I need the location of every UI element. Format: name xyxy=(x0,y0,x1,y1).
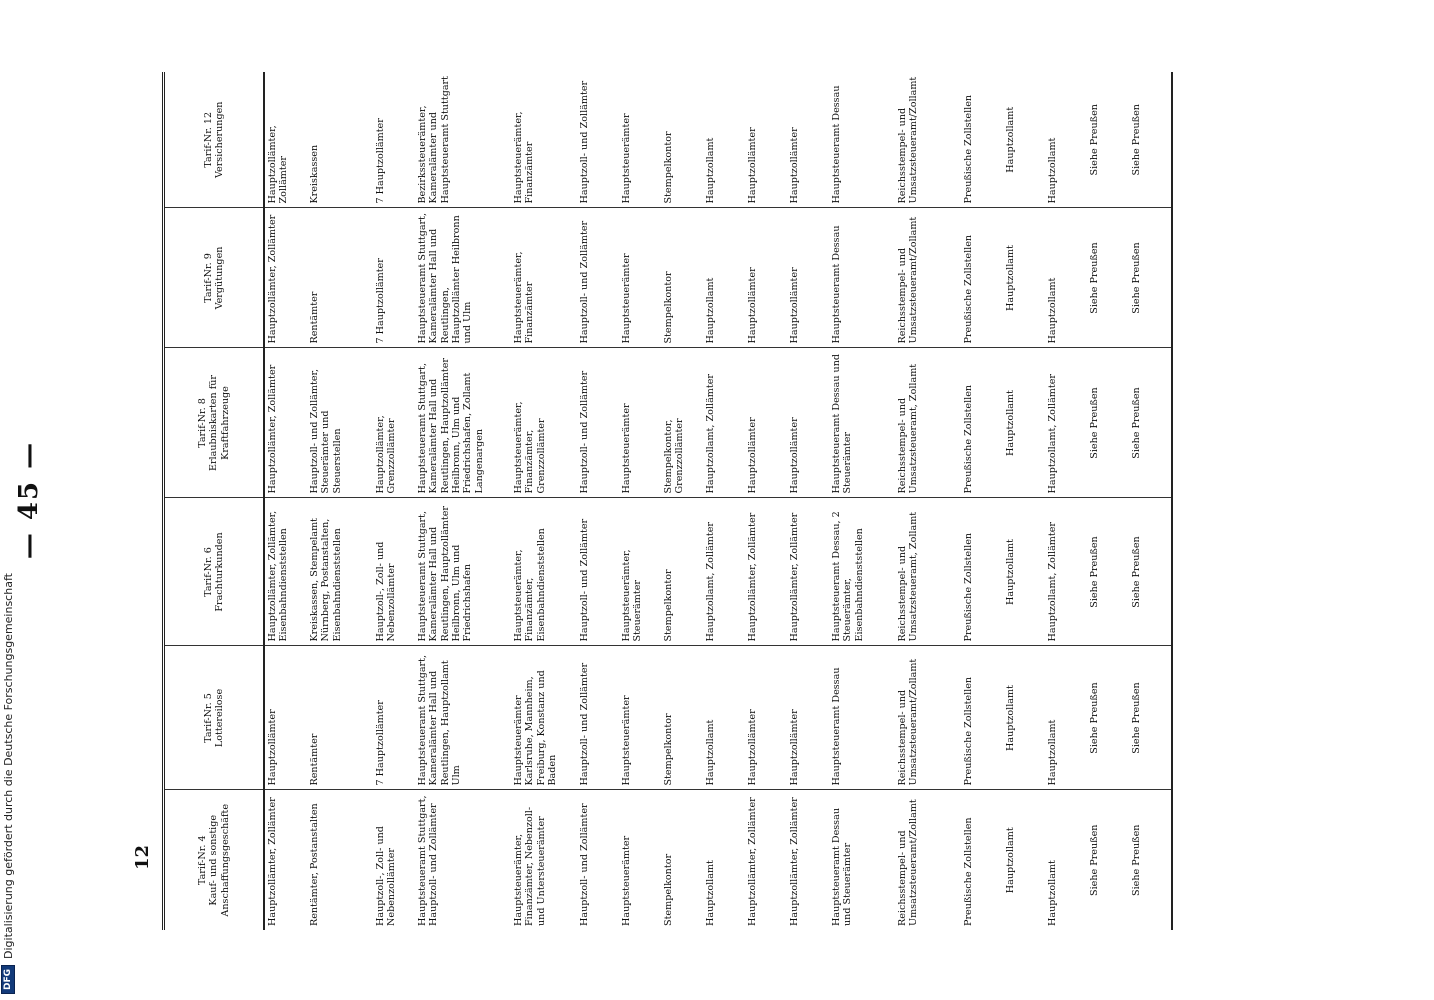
table-cell: Hauptzollamt xyxy=(705,860,716,926)
table-row xyxy=(307,72,373,930)
page-number: — 45 — xyxy=(14,440,44,560)
table-cell: Preußische Zollstellen xyxy=(961,646,1003,790)
table-cell: Hauptzoll-, Zoll- und Nebenzollämter xyxy=(375,826,398,926)
table-cell: Preußische Zollstellen xyxy=(961,72,1003,208)
table-cell: Siehe Preußen xyxy=(1087,348,1129,498)
table-row xyxy=(661,72,703,930)
table-cell: Hauptzollämter, Zollämter xyxy=(264,72,307,208)
table-cell: Stempelkontor xyxy=(661,208,703,348)
table-cell: Hauptzollamt xyxy=(1003,72,1045,208)
table-cell: Hauptsteuerämter xyxy=(619,72,661,208)
table-cell: Reichsstempel- und Umsatzsteueramt/Zollamt xyxy=(895,646,961,790)
table-row xyxy=(1129,72,1172,930)
table-cell: Hauptzollamt xyxy=(1003,646,1045,790)
table-row xyxy=(895,72,961,930)
table-row xyxy=(1087,72,1129,930)
table-cell: Hauptzollämter xyxy=(745,208,787,348)
table-cell: Hauptsteuerämter, Finanzämter, Eisenbahndienststellen xyxy=(511,498,577,646)
column-header xyxy=(164,72,265,208)
table-cell: Hauptsteuerämter xyxy=(619,208,661,348)
table-cell: Hauptzollämter xyxy=(745,646,787,790)
tarif-subject: Vergütungen xyxy=(214,246,225,310)
table-cell: Bezirkssteuerämter, Kameralämter und Hauptsteueramt Stuttgart xyxy=(415,72,511,208)
table-cell: Hauptsteueramt Dessau xyxy=(829,646,895,790)
table-cell: 7 Hauptzollämter xyxy=(373,646,415,790)
table-cell: Hauptsteueramt Dessau xyxy=(829,208,895,348)
table-cell: Siehe Preußen xyxy=(1129,348,1172,498)
table-row xyxy=(703,72,745,930)
table-cell: Stempelkontor, Grenzzollämter xyxy=(661,348,703,498)
table-cell: Stempelkontor xyxy=(661,72,703,208)
table-cell: Hauptsteuerämter, Finanzämter xyxy=(511,208,577,348)
table-cell: Hauptzollamt xyxy=(1045,646,1087,790)
table-cell: Siehe Preußen xyxy=(1087,208,1129,348)
tarif-subject: Kauf- und sonstige Anschaffungsgeschäfte xyxy=(208,803,231,917)
table-cell: Hauptzollamt xyxy=(1003,498,1045,646)
table-cell: Hauptzollämter xyxy=(745,72,787,208)
table-cell: Rentämter xyxy=(307,208,373,348)
table-cell: Hauptsteueramt Stuttgart, Hauptzoll- und Zollämter xyxy=(417,795,440,926)
table-row xyxy=(373,72,415,930)
table-row xyxy=(577,72,619,930)
table-cell: Hauptsteuerämter, Finanzämter, Nebenzoll- und Untersteuerämter xyxy=(513,806,547,926)
tarif-number: Tarif-Nr. 9 xyxy=(202,253,214,303)
table-cell: Siehe Preußen xyxy=(1129,646,1172,790)
header-row xyxy=(164,72,265,930)
column-header xyxy=(164,208,265,348)
table-cell: Hauptzoll-, Zoll- und Nebenzollämter xyxy=(373,498,415,646)
tarif-subject: Erlaubniskarten für Kraftfahrzeuge xyxy=(208,374,231,472)
table-cell: Hauptsteueramt Stuttgart, Kameralämter Hall und Reutlingen, Hauptzollämter Heilbronn und Ulm xyxy=(415,208,511,348)
table-cell: Reichsstempel- und Umsatzsteueramt/Zollamt xyxy=(897,799,920,926)
table-cell: Hauptzollämter, Zollämter xyxy=(747,797,758,926)
table-cell: Hauptzoll- und Zollämter xyxy=(577,208,619,348)
table-cell: Hauptzollämter xyxy=(264,646,307,790)
tarif-number: Tarif-Nr. 4 xyxy=(197,835,209,886)
table-cell: Hauptzoll- und Zollämter xyxy=(577,72,619,208)
column-header xyxy=(164,790,265,930)
table-cell: Hauptzollamt xyxy=(1005,827,1016,894)
table-cell: Hauptzollamt, Zollämter xyxy=(703,498,745,646)
table-cell: Preußische Zollstellen xyxy=(963,817,974,926)
table-cell: Siehe Preußen xyxy=(1129,208,1172,348)
table-row xyxy=(511,72,577,930)
tariff-table-body xyxy=(264,72,1172,930)
table-cell: Hauptzollamt, Zollämter xyxy=(1045,498,1087,646)
table-cell: Hauptzollamt xyxy=(1045,72,1087,208)
table-cell: Preußische Zollstellen xyxy=(961,498,1003,646)
table-cell: Hauptsteueramt Stuttgart, Kameralämter Hall und Reutlingen, Hauptzollamt Ulm xyxy=(415,646,511,790)
table-row xyxy=(415,72,511,930)
table-row xyxy=(829,72,895,930)
tariff-table-header xyxy=(164,72,265,930)
table-cell: Hauptzollämter xyxy=(787,348,829,498)
table-cell: Hauptzollamt xyxy=(1003,208,1045,348)
table-cell: Hauptzollamt xyxy=(1045,208,1087,348)
table-cell: Preußische Zollstellen xyxy=(961,348,1003,498)
table-cell: Siehe Preußen xyxy=(1087,498,1129,646)
table-cell: Hauptsteuerämter, Finanzämter, Grenzzollämter xyxy=(511,348,577,498)
tarif-subject: Versicherungen xyxy=(214,101,225,178)
table-cell: Siehe Preußen xyxy=(1129,72,1172,208)
tarif-subject: Frachturkunden xyxy=(214,532,225,612)
table-cell: Hauptzoll- und Zollämter xyxy=(577,498,619,646)
table-cell: Kreiskassen, Stempelamt Nürnberg, Postanstalten, Eisenbahndienststellen xyxy=(307,498,373,646)
table-row xyxy=(264,72,307,930)
table-cell: 7 Hauptzollämter xyxy=(373,208,415,348)
table-cell: Hauptzollämter, Zollämter, Eisenbahndienststellen xyxy=(264,498,307,646)
table-cell: Reichsstempel- und Umsatzsteueramt/Zollamt xyxy=(895,208,961,348)
table-cell: Reichsstempel- und Umsatzsteueramt, Zollamt xyxy=(895,348,961,498)
table-cell: Hauptsteueramt Dessau und Steuerämter xyxy=(829,348,895,498)
table-cell: Siehe Preußen xyxy=(1089,824,1100,896)
dfg-logo: DFG xyxy=(1,965,15,994)
table-cell: Hauptsteuerämter xyxy=(619,646,661,790)
table-cell: Hauptsteueramt Dessau und Steuerämter xyxy=(831,808,854,926)
table-cell: Rentämter xyxy=(307,646,373,790)
table-cell: Hauptsteuerämter, Steuerämter xyxy=(619,498,661,646)
table-cell: Stempelkontor xyxy=(661,498,703,646)
table-cell: Hauptsteueramt Stuttgart, Kameralämter Hall und Reutlingen, Hauptzollämter Heilbronn, Ulm und Friedrichshafen, Zollamt Langenargen xyxy=(415,348,511,498)
table-row xyxy=(787,72,829,930)
table-cell: Hauptzollamt xyxy=(1047,860,1058,926)
tariff-table xyxy=(162,72,1173,930)
table-cell: Hauptzoll- und Zollämter xyxy=(579,803,590,926)
table-cell: Reichsstempel- und Umsatzsteueramt/Zollamt xyxy=(895,72,961,208)
table-cell: Hauptsteuerämter Karlsruhe, Mannheim, Freiburg, Konstanz und Baden xyxy=(511,646,577,790)
table-cell: Hauptzollämter, Zollämter xyxy=(787,498,829,646)
table-cell: Hauptzollamt xyxy=(1003,348,1045,498)
tarif-number: Tarif-Nr. 6 xyxy=(202,547,214,597)
table-row xyxy=(1045,72,1087,930)
column-header xyxy=(164,498,265,646)
table-cell: Hauptzollämter, Zollämter xyxy=(264,348,307,498)
table-cell: Hauptzoll- und Zollämter xyxy=(577,646,619,790)
table-cell: Hauptzoll- und Zollämter, Steuerämter und Steuerstellen xyxy=(307,348,373,498)
table-row xyxy=(961,72,1003,930)
table-cell: Siehe Preußen xyxy=(1129,790,1172,930)
table-cell: Hauptzollamt xyxy=(703,72,745,208)
tarif-number: Tarif-Nr. 12 xyxy=(202,111,214,168)
footer-number: 12 xyxy=(132,844,153,870)
table-cell: Hauptsteuerämter xyxy=(621,835,632,926)
table-cell: Preußische Zollstellen xyxy=(961,208,1003,348)
table-cell: Hauptzollämter xyxy=(787,646,829,790)
column-header xyxy=(164,646,265,790)
table-cell: Hauptzollämter xyxy=(787,72,829,208)
tarif-number: Tarif-Nr. 5 xyxy=(202,693,214,743)
table-cell: Siehe Preußen xyxy=(1087,646,1129,790)
table-cell: Siehe Preußen xyxy=(1129,498,1172,646)
table-cell: Hauptzollämter, Zollämter xyxy=(789,797,800,926)
table-row xyxy=(745,72,787,930)
table-cell: Hauptzollämter xyxy=(787,208,829,348)
table-cell: Hauptzollamt xyxy=(703,208,745,348)
table-cell: Kreiskassen xyxy=(307,72,373,208)
table-cell: Hauptsteueramt Dessau xyxy=(829,72,895,208)
table-cell: Hauptsteueramt Stuttgart, Kameralämter Hall und Reutlingen, Hauptzollämter Heilbronn, Ulm und Friedrichshafen xyxy=(415,498,511,646)
table-cell: Hauptzollämter, Zollämter xyxy=(745,498,787,646)
table-cell: Hauptsteuerämter, Finanzämter xyxy=(511,72,577,208)
table-cell: Stempelkontor xyxy=(661,646,703,790)
tarif-subject: Lottereilose xyxy=(214,688,225,748)
table-cell: Hauptzollämter, Zollämter xyxy=(267,797,278,926)
table-cell: Hauptzollamt xyxy=(703,646,745,790)
table-row xyxy=(1003,72,1045,930)
table-cell: Hauptzollämter xyxy=(745,348,787,498)
table-cell: Hauptzollämter, Zollämter xyxy=(264,208,307,348)
table-cell: Stempelkontor xyxy=(663,853,674,926)
table-cell: Hauptzollamt, Zollämter xyxy=(1045,348,1087,498)
table-cell: Hauptzollämter, Grenzzollämter xyxy=(373,348,415,498)
table-row xyxy=(619,72,661,930)
tarif-number: Tarif-Nr. 8 xyxy=(197,398,209,448)
table-cell: Hauptzollamt, Zollämter xyxy=(703,348,745,498)
column-header xyxy=(164,348,265,498)
table-cell: Rentämter, Postanstalten xyxy=(309,803,320,926)
table-cell: 7 Hauptzollämter xyxy=(373,72,415,208)
table-cell: Hauptsteuerämter xyxy=(619,348,661,498)
table-cell: Reichsstempel- und Umsatzsteueramt, Zollamt xyxy=(895,498,961,646)
digitization-note-text: Digitalisierung gefördert durch die Deutsche Forschungsgemeinschaft xyxy=(1,573,15,959)
table-cell: Hauptsteueramt Dessau, 2 Steuerämter, Eisenbahndienststellen xyxy=(829,498,895,646)
table-cell: Siehe Preußen xyxy=(1087,72,1129,208)
table-cell: Hauptzoll- und Zollämter xyxy=(577,348,619,498)
